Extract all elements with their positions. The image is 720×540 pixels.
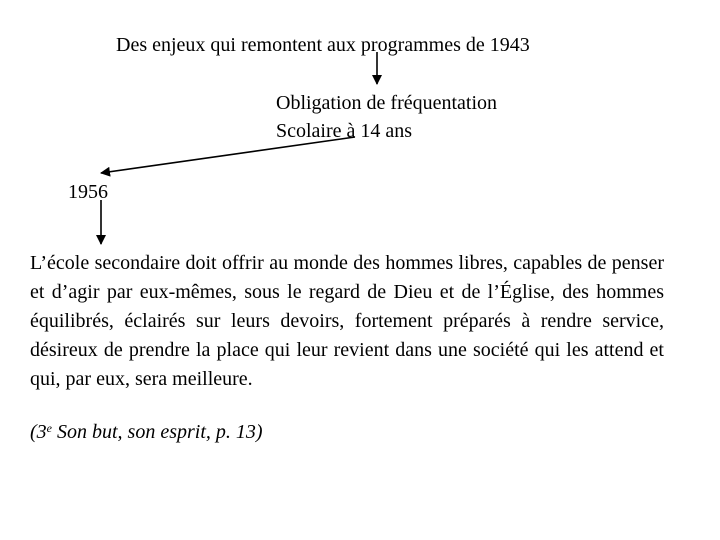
citation-prefix: (3 [30,421,47,443]
citation-rest: Son but, son esprit, p. 13) [52,421,263,443]
year-label: 1956 [68,181,108,203]
quote-paragraph: L’école secondaire doit offrir au monde des hommes libres, capables de penser et d’agir par eux-mêmes, sous le regard de Dieu et de l’Église, des hommes équilibrés, éclairés sur leurs devoirs, fortement préparés à rendre service, désireux de prendre la place qui leur revient dans une société qui les attend et qui, par eux, sera meilleure. [30,252,664,390]
obligation-line-1: Obligation de fréquentation [276,92,498,114]
citation [30,421,263,444]
obligation-line-2: Scolaire à 14 ans [276,120,413,142]
diagram-title: Des enjeux qui remontent aux programmes de 1943 [116,34,530,56]
citation-superscript: e [46,421,52,435]
